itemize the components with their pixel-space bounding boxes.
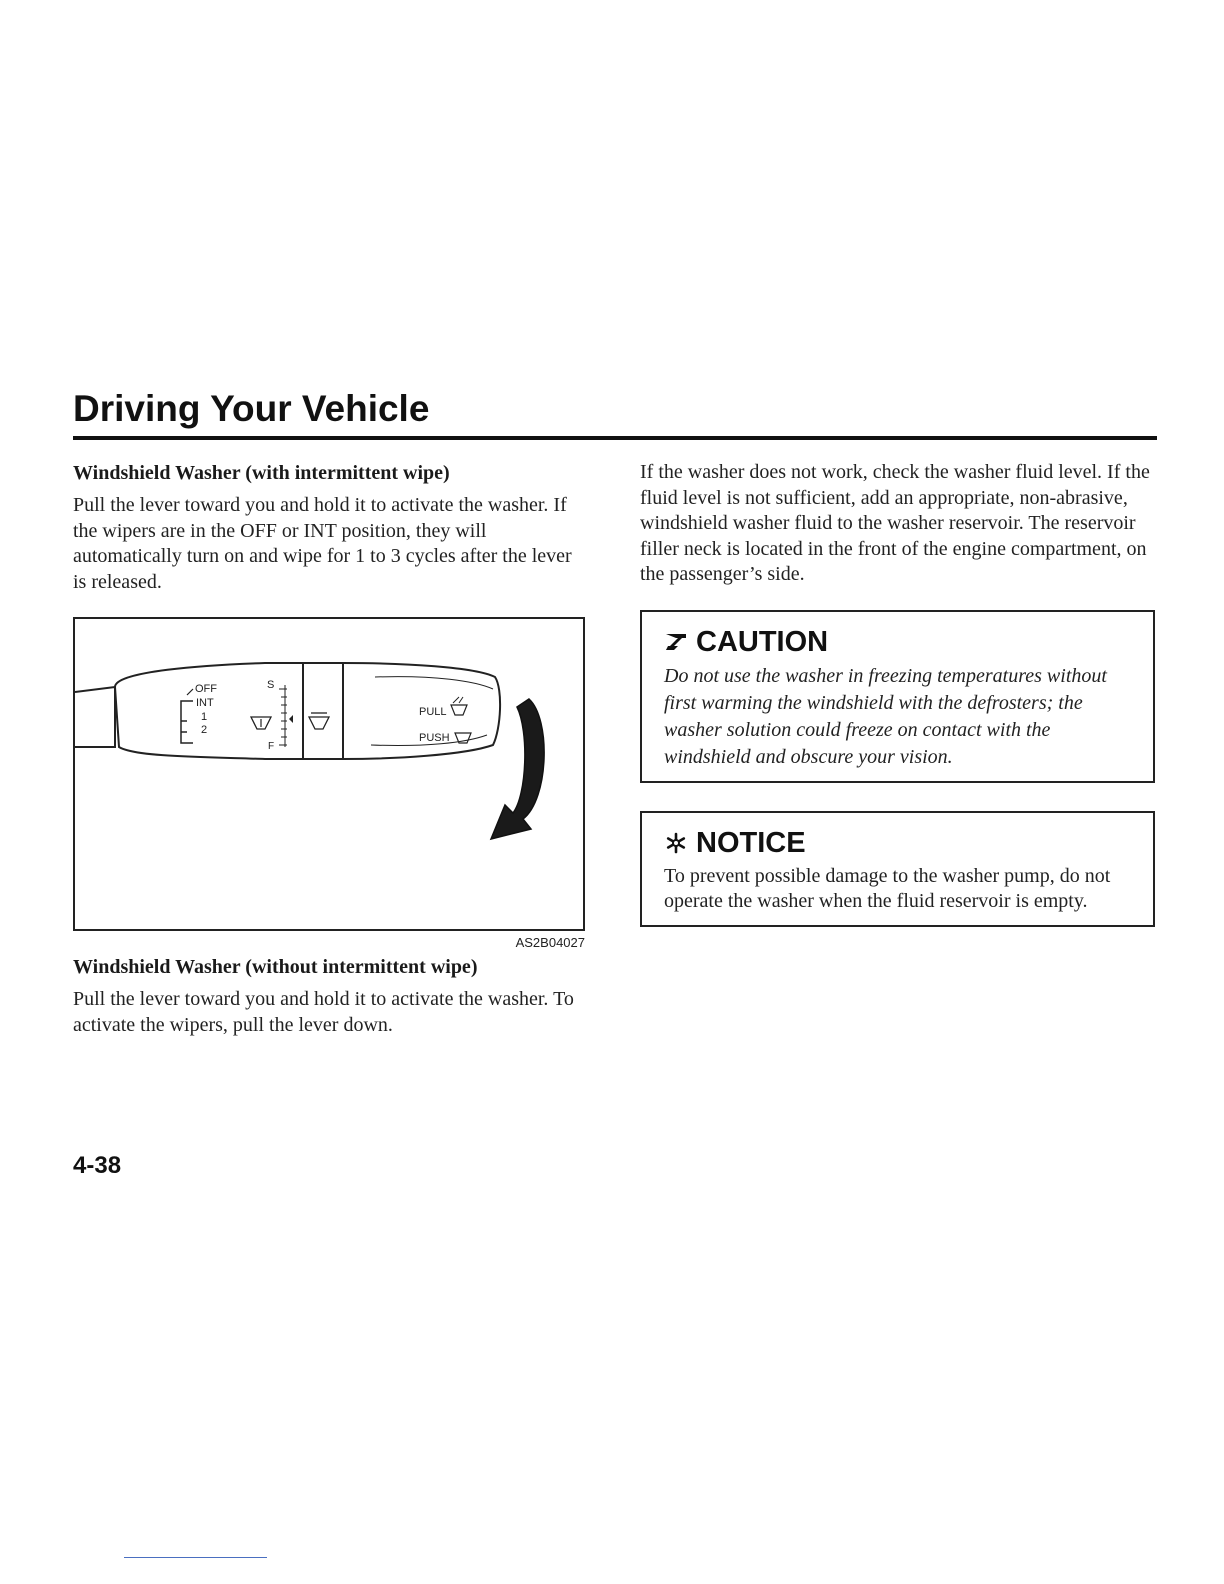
heading-without-intermittent: Windshield Washer (without intermittent wipe) [73, 956, 478, 978]
page-number: 4-38 [73, 1152, 122, 1179]
footer-line [124, 1557, 267, 1558]
figure-code: AS2B04027 [515, 935, 585, 950]
paragraph-with-intermittent: Pull the lever toward you and hold it to activate the washer. If the wipers are in the OFF or INT position, they will automatically turn on and wipe for 1 to 3 cycles after the lever is released. [73, 494, 572, 593]
paragraph-without-intermittent: Pull the lever toward you and hold it to activate the washer. To activate the wipers, pull the lever down. [73, 988, 574, 1036]
caution-title: CAUTION [696, 625, 829, 658]
label-push: PUSH [419, 732, 450, 744]
heading-with-intermittent: Windshield Washer (with intermittent wipe) [73, 462, 450, 484]
label-f: F [268, 741, 275, 752]
header-rule [73, 436, 1157, 440]
wiper-lever-figure [73, 617, 585, 931]
label-s: S [267, 679, 275, 691]
label-1: 1 [201, 711, 208, 723]
lever-stalk [75, 687, 115, 747]
section-title: Driving Your Vehicle [73, 388, 430, 429]
label-pull: PULL [419, 706, 447, 718]
label-2: 2 [201, 724, 208, 736]
right-column [640, 460, 1155, 927]
caution-heading [664, 626, 1131, 659]
notice-box [640, 811, 1155, 927]
caution-box [640, 610, 1155, 783]
caution-text: Do not use the washer in freezing temperatures without first warming the windshield with the defrosters; the washer solution could freeze on contact with the windshield and obscure your vision. [664, 664, 1107, 768]
label-off: OFF [195, 683, 217, 695]
notice-text: To prevent possible damage to the washer pump, do not operate the washer when the fluid reservoir is empty. [664, 864, 1111, 912]
caution-slash-icon [664, 632, 688, 652]
paragraph-washer-fluid: If the washer does not work, check the washer fluid level. If the fluid level is not sufficient, add an appropriate, non-abrasive, windshield washer fluid to the washer reservoir. The reservoir filler neck is located in the front of the engine compartment, on the passenger’s side. [640, 461, 1150, 585]
notice-title: NOTICE [696, 826, 806, 859]
label-int: INT [196, 697, 214, 709]
wiper-lever-illustration [75, 619, 583, 929]
notice-heading [664, 827, 1131, 860]
asterisk-icon [664, 831, 688, 855]
left-column [73, 460, 583, 1038]
